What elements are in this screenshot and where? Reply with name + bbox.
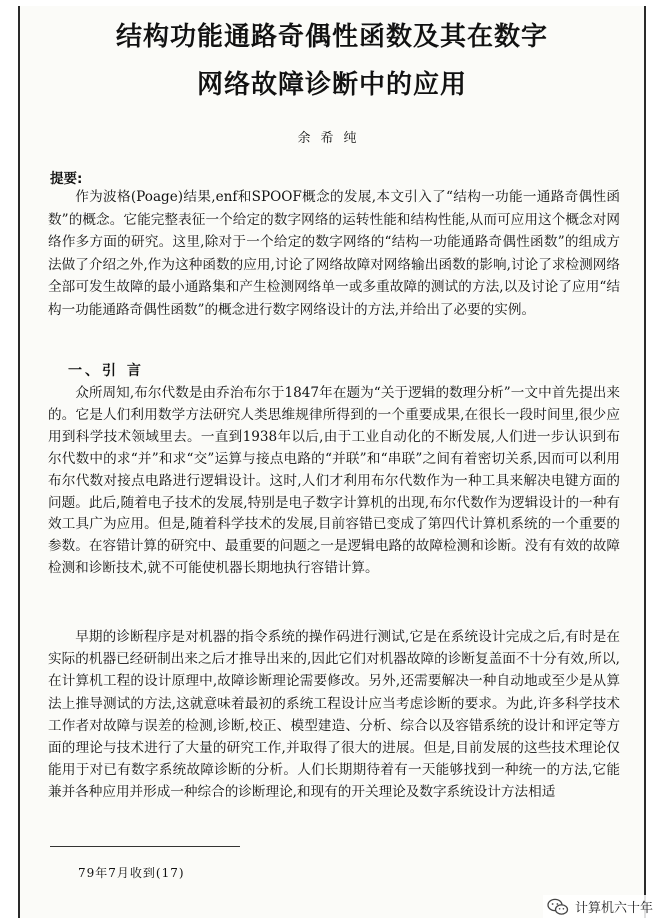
paper-title-line1: 结构功能通路奇偶性函数及其在数字: [115, 22, 548, 52]
body-paragraph-1: 众所周知,布尔代数是由乔治布尔于1847年在题为“关于逻辑的数理分析”一文中首先提出来的。它是人们利用数学方法研究人类思维规律所得到的一个重要成果,在很长一段时间里,很少应用到科学技术领域里去。一直到1938年以后,由于工业自动化的不断发展,人们进一步认识到布尔代数中的求“并”和求“交”运算与接点电路的“并联”和“串联”之间有着密切关系,因而可以利用布尔代数对接点电路进行逻辑设计。这时,人们才利用布尔代数作为一种工具来解决电键方面的问题。此后,随着电子技术的发展,特别是电子数字计算机的出现,布尔代数作为逻辑设计的一种有效工具广为应用。但是,随着科学技术的发展,目前容错已变成了第四代计算机系统的一个重要的参数。在容错计算的研究中、最重要的问题之一是逻辑电路的故障检测和诊断。没有有效的故障检测和诊断技术,就不可能使机器长期地执行容错计算。: [48, 385, 620, 577]
author-name: 余希纯: [297, 131, 367, 146]
watermark: [543, 895, 659, 918]
footnote-divider: [50, 846, 240, 847]
watermark-text: 计算机六十年: [574, 901, 653, 916]
abstract-text: 作为波格(Poage)结果,enf和SPOOF概念的发展,本文引入了“结构一功能一通路奇偶性函数”的概念。它能完整表征一个给定的数字网络的运转性能和结构性能,从而可应用这个概念对网络作多方面的研究。这里,除对于一个给定的数字网络的“结构一功能通路奇偶性函数”的组成方法做了介绍之外,作为这种函数的应用,讨论了网络故障对网络输出函数的影响,讨论了求检测网络全部可发生故障的最小通路集和产生检测网络单一或多重故障的测试的方法,以及讨论了应用“结构一功能通路奇偶性函数”的概念进行数字网络设计的方法,并给出了必要的实例。: [48, 189, 620, 318]
abstract-label: 提要:: [50, 171, 83, 187]
paper-page: [18, 6, 646, 918]
body-paragraph-2: 早期的诊断程序是对机器的指令系统的操作码进行测试,它是在系统设计完成之后,有时是在实际的机器已经研制出来之后才推导出来的,因此它们对机器故障的诊断复盖面不十分有效,所以,在计算机工程的设计原理中,故障诊断理论需要修改。另外,还需要解决一种自动地或至少是从算法上推导测试的方法,这就意味着最初的系统工程设计应当考虑诊断的要求。为此,许多科学技术工作者对故障与误差的检测,诊断,校正、模型建造、分析、综合以及容错系统的设计和评定等方面的理论与技术进行了大量的研究工作,并取得了很大的进展。但是,目前发展的这些技术理论仅能用于对已有数字系统故障诊断的分析。人们长期期待着有一天能够找到一种统一的方法,它能兼并各种应用并形成一种综合的诊断理论,和现有的开关理论及数字系统设计方法相适: [48, 629, 620, 801]
section-heading-introduction: 一、引 言: [68, 363, 144, 379]
footnote-received-date: 79年7月收到(17): [78, 866, 185, 880]
paper-title-line2: 网络故障诊断中的应用: [196, 70, 467, 100]
wechat-icon: [547, 898, 569, 916]
